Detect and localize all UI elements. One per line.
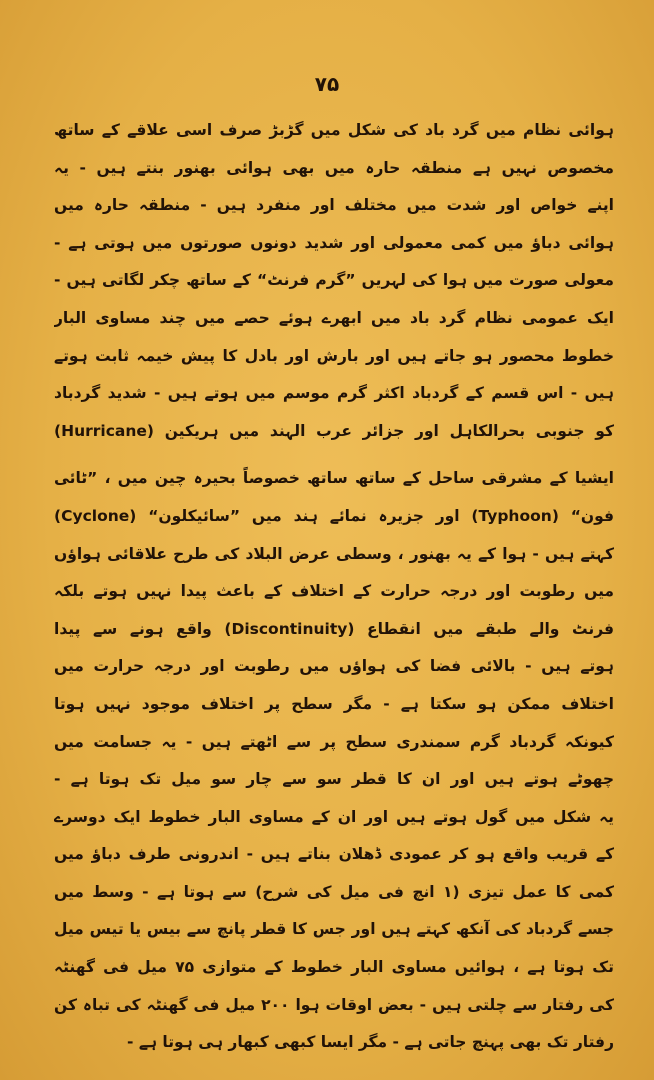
text-line: مخصوص نہیں ہے منطقہ حارہ میں بھی ہوائی بھنور بنتے ہیں - یہ — [54, 158, 614, 177]
text-line: جسے گردباد کی آنکھ کہتے ہیں اور جس کا قطر پانچ سے بیس یا تیس میل — [54, 920, 614, 939]
text-line: کیونکہ گردباد گرم سمندری سطح پر سے اٹھتے ہیں - یہ جسامت میں — [54, 732, 614, 751]
text-line: کی رفتار سے چلتی ہیں - بعض اوقات ہوا ۲۰۰ میل فی گھنٹہ کی تباہ کن — [54, 995, 614, 1014]
text-line: چھوٹے ہوتے ہیں اور ان کا قطر سو سے چار سو میل تک ہوتا ہے - — [54, 770, 614, 789]
text-line: ایشیا کے مشرقی ساحل کے ساتھ ساتھ خصوصاً بحیرہ چین میں ، ”ٹائی — [54, 469, 614, 488]
text-line: فون“ (Typhoon) اور جزیرہ نمائے ہند میں ”سائیکلون“ (Cyclone) — [54, 506, 614, 525]
text-line: ہوتے ہیں - بالائی فضا کی ہواؤں میں رطوبت اور درجہ حرارت میں — [54, 657, 614, 676]
text-line: ہوائی نظام میں گرد باد کی شکل میں گڑبڑ صرف اسی علاقے کے ساتھ — [54, 121, 614, 139]
text-line: کمی کا عمل تیزی (۱ انچ فی میل کی شرح) سے ہوتا ہے - وسط میں — [54, 882, 614, 901]
text-line: کہتے ہیں - ہوا کے یہ بھنور ، وسطی عرض البلاد کی طرح علاقائی ہواؤں — [54, 544, 614, 563]
text-line: یہ شکل میں گول ہوتے ہیں اور ان کے مساوی البار خطوط ایک دوسرے — [54, 807, 614, 826]
text-line: تک ہوتا ہے ، ہوائیں مساوی البار خطوط کے متوازی ۷۵ میل فی گھنٹہ — [54, 958, 614, 977]
text-line: اختلاف ممکن ہو سکتا ہے - مگر سطح پر اختلاف موجود نہیں ہوتا — [54, 694, 614, 713]
text-line: اپنے خواص اور شدت میں مختلف اور منفرد ہیں - منطقہ حارہ میں — [54, 196, 614, 215]
text-line: خطوط محصور ہو جاتے ہیں اور بارش اور بادل کا پیش خیمہ ثابت ہوتے — [54, 346, 614, 365]
text-line: ہوائی دباؤ میں کمی معمولی اور شدید دونوں صورتوں میں ہوتی ہے - — [54, 233, 614, 252]
text-line: کے قریب واقع ہو کر عمودی ڈھلان بناتے ہیں - اندرونی طرف دباؤ میں — [54, 845, 614, 864]
text-line: ایک عمومی نظام گرد باد میں ابھرے ہوئے حصے میں چند مساوی البار — [54, 308, 614, 327]
text-line: فرنٹ والے طبقے میں انقطاع (Discontinuity) واقع ہونے سے پیدا — [54, 619, 614, 638]
page-number: ۷۵ — [314, 72, 340, 96]
text-line: ہیں - اس قسم کے گردباد اکثر گرم موسم میں ہوتے ہیں - شدید گردباد — [54, 384, 614, 403]
text-line: میں رطوبت اور درجہ حرارت کے اختلاف کے باعث پیدا نہیں ہوتے بلکہ — [54, 582, 614, 601]
text-line: معولی صورت میں ہوا کی لہریں ”گرم فرنٹ“ کے ساتھ چکر لگاتی ہیں - — [54, 271, 614, 290]
body-text — [54, 112, 614, 1062]
text-line: کو جنوبی بحرالکاہل اور جزائر عرب الہند میں ہریکین (Hurricane) — [54, 421, 614, 440]
text-line: رفتار تک بھی پہنچ جاتی ہے - مگر ایسا کبھی کبھار ہی ہوتا ہے - — [127, 1033, 614, 1052]
